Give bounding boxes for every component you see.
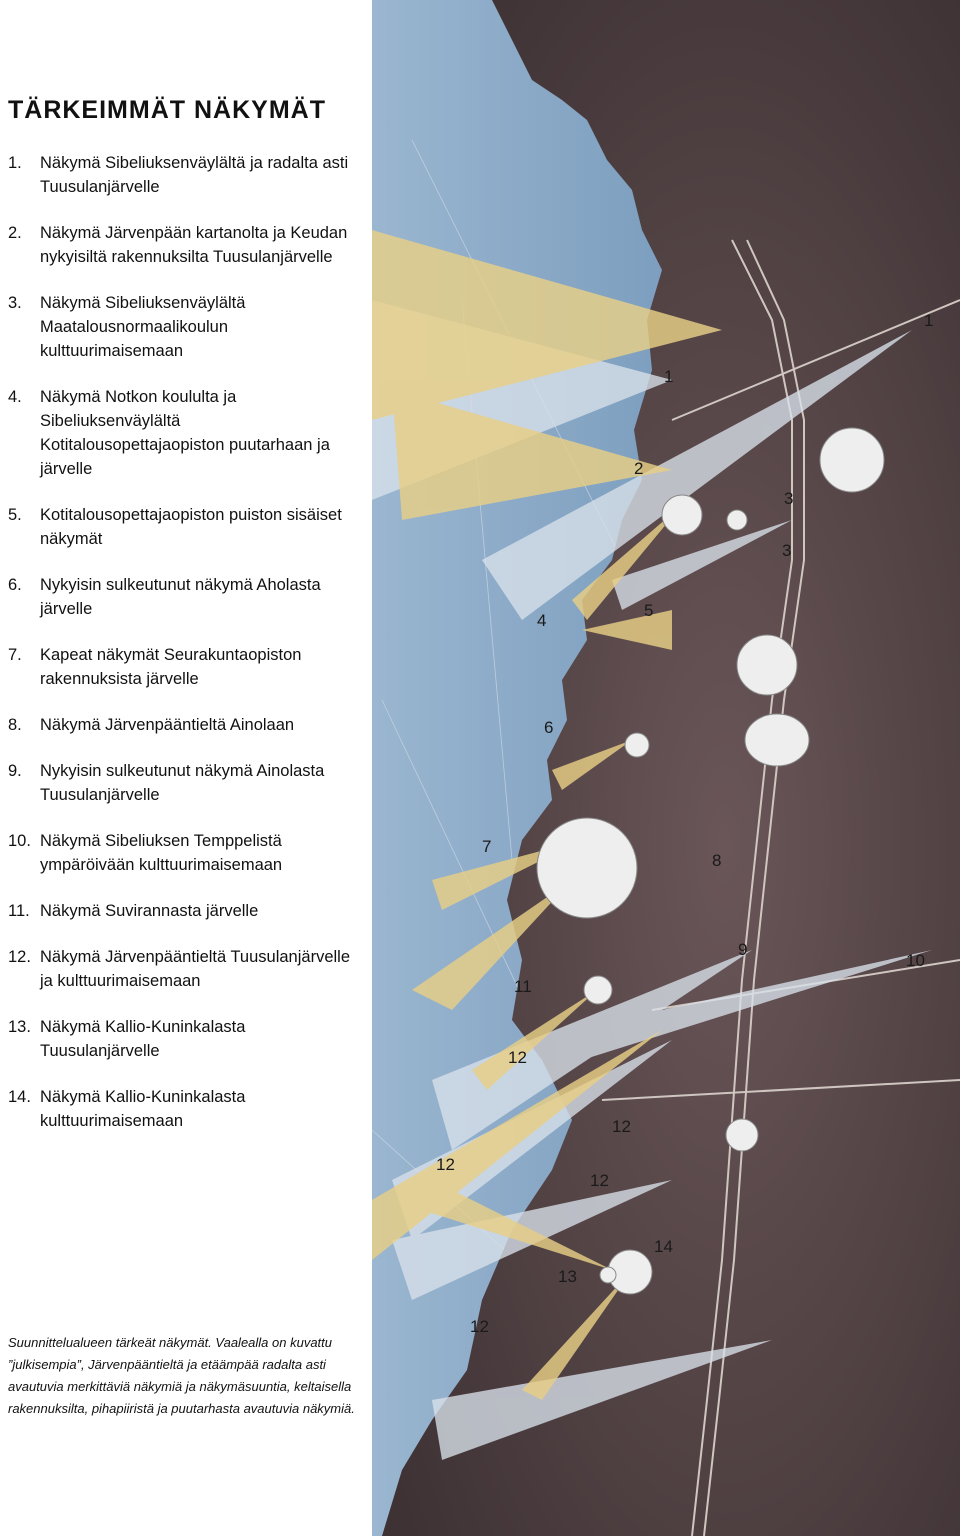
- view-label: 3: [784, 489, 794, 508]
- list-item: [8, 713, 360, 737]
- list-item: [8, 221, 360, 269]
- item-text: Näkymä Järvenpääntieltä Ainolaan: [40, 716, 295, 734]
- view-label: 8: [712, 851, 722, 870]
- list-item: [8, 385, 360, 481]
- view-label: 13: [558, 1267, 577, 1286]
- view-map: [372, 0, 960, 1536]
- item-number: 3.: [8, 294, 22, 312]
- view-label: 1: [664, 367, 674, 386]
- item-number: 8.: [8, 716, 22, 734]
- building-circle: [820, 428, 884, 492]
- page-title: TÄRKEIMMÄT NÄKYMÄT: [8, 96, 326, 124]
- item-text: Näkymä Järvenpään kartanolta ja Keudan nykyisiltä rakennuksilta Tuusulanjärvelle: [40, 224, 348, 266]
- item-text: Näkymä Suvirannasta järvelle: [40, 902, 259, 920]
- legend-panel: [0, 0, 372, 1536]
- list-item: [8, 829, 360, 877]
- item-number: 2.: [8, 224, 22, 242]
- building-circle: [726, 1119, 758, 1151]
- item-text: Näkymä Notkon koululta ja Sibeliuksenväylältä Kotitalousopettajaopiston puutarhaan ja järvelle: [40, 388, 330, 478]
- list-item: [8, 945, 360, 993]
- view-label: 2: [634, 459, 644, 478]
- map-caption: Suunnittelualueen tärkeät näkymät. Vaalealla on kuvattu ”julkisempia”, Järvenpääntieltä ja etäämpää radalta asti avautuvia merkittäviä näkymiä ja näkymäsuuntia, keltaisella rakennuksilta, pihapiiristä ja puutarhasta avautuvia näkymiä.: [8, 1335, 355, 1416]
- view-label: 6: [544, 718, 554, 737]
- view-label: 12: [436, 1155, 455, 1174]
- item-number: 1.: [8, 154, 22, 172]
- building-circle: [727, 510, 747, 530]
- building-circle: [625, 733, 649, 757]
- view-list: [8, 151, 360, 1155]
- building-circle: [537, 818, 637, 918]
- view-label: 7: [482, 837, 492, 856]
- item-number: 11.: [8, 902, 30, 920]
- list-item: [8, 1085, 360, 1133]
- view-label: 4: [537, 611, 547, 630]
- view-label: 12: [508, 1048, 527, 1067]
- view-label: 12: [470, 1317, 489, 1336]
- view-label: 5: [644, 601, 654, 620]
- building-circle: [737, 635, 797, 695]
- list-item: [8, 151, 360, 199]
- view-label: 12: [590, 1171, 609, 1190]
- item-text: Näkymä Sibeliuksen Temppelistä ympäröivään kulttuurimaisemaan: [40, 832, 283, 874]
- item-number: 9.: [8, 762, 22, 780]
- view-label: 14: [654, 1237, 673, 1256]
- item-number: 14.: [8, 1088, 31, 1106]
- view-label: 10: [906, 951, 925, 970]
- item-text: Näkymä Kallio-Kuninkalasta kulttuurimaisemaan: [40, 1088, 246, 1130]
- item-number: 7.: [8, 646, 22, 664]
- item-text: Kapeat näkymät Seurakuntaopiston rakennuksista järvelle: [40, 646, 302, 688]
- building-circle: [745, 714, 809, 766]
- item-number: 10.: [8, 832, 31, 850]
- list-item: [8, 643, 360, 691]
- list-item: [8, 1015, 360, 1063]
- item-text: Näkymä Kallio-Kuninkalasta Tuusulanjärvelle: [40, 1018, 246, 1060]
- list-item: [8, 899, 360, 923]
- item-text: Nykyisin sulkeutunut näkymä Ainolasta Tuusulanjärvelle: [40, 762, 325, 804]
- view-label: 1: [924, 311, 934, 330]
- item-text: Nykyisin sulkeutunut näkymä Aholasta järvelle: [40, 576, 321, 618]
- item-text: Näkymä Järvenpääntieltä Tuusulanjärvelle ja kulttuurimaisemaan: [40, 948, 351, 990]
- item-number: 5.: [8, 506, 22, 524]
- building-circle: [584, 976, 612, 1004]
- view-label: 12: [612, 1117, 631, 1136]
- list-item: [8, 291, 360, 363]
- list-item: [8, 759, 360, 807]
- view-label: 9: [738, 940, 748, 959]
- list-item: [8, 503, 360, 551]
- view-label: 3: [782, 541, 792, 560]
- building-circle: [662, 495, 702, 535]
- item-text: Näkymä Sibeliuksenväylältä Maatalousnormaalikoulun kulttuurimaisemaan: [40, 294, 246, 360]
- item-number: 13.: [8, 1018, 31, 1036]
- item-text: Kotitalousopettajaopiston puiston sisäiset näkymät: [40, 506, 342, 548]
- list-item: [8, 573, 360, 621]
- view-label: 11: [514, 977, 532, 996]
- item-number: 4.: [8, 388, 22, 406]
- item-number: 6.: [8, 576, 22, 594]
- building-circle: [600, 1267, 616, 1283]
- item-text: Näkymä Sibeliuksenväylältä ja radalta asti Tuusulanjärvelle: [40, 154, 349, 196]
- item-number: 12.: [8, 948, 31, 966]
